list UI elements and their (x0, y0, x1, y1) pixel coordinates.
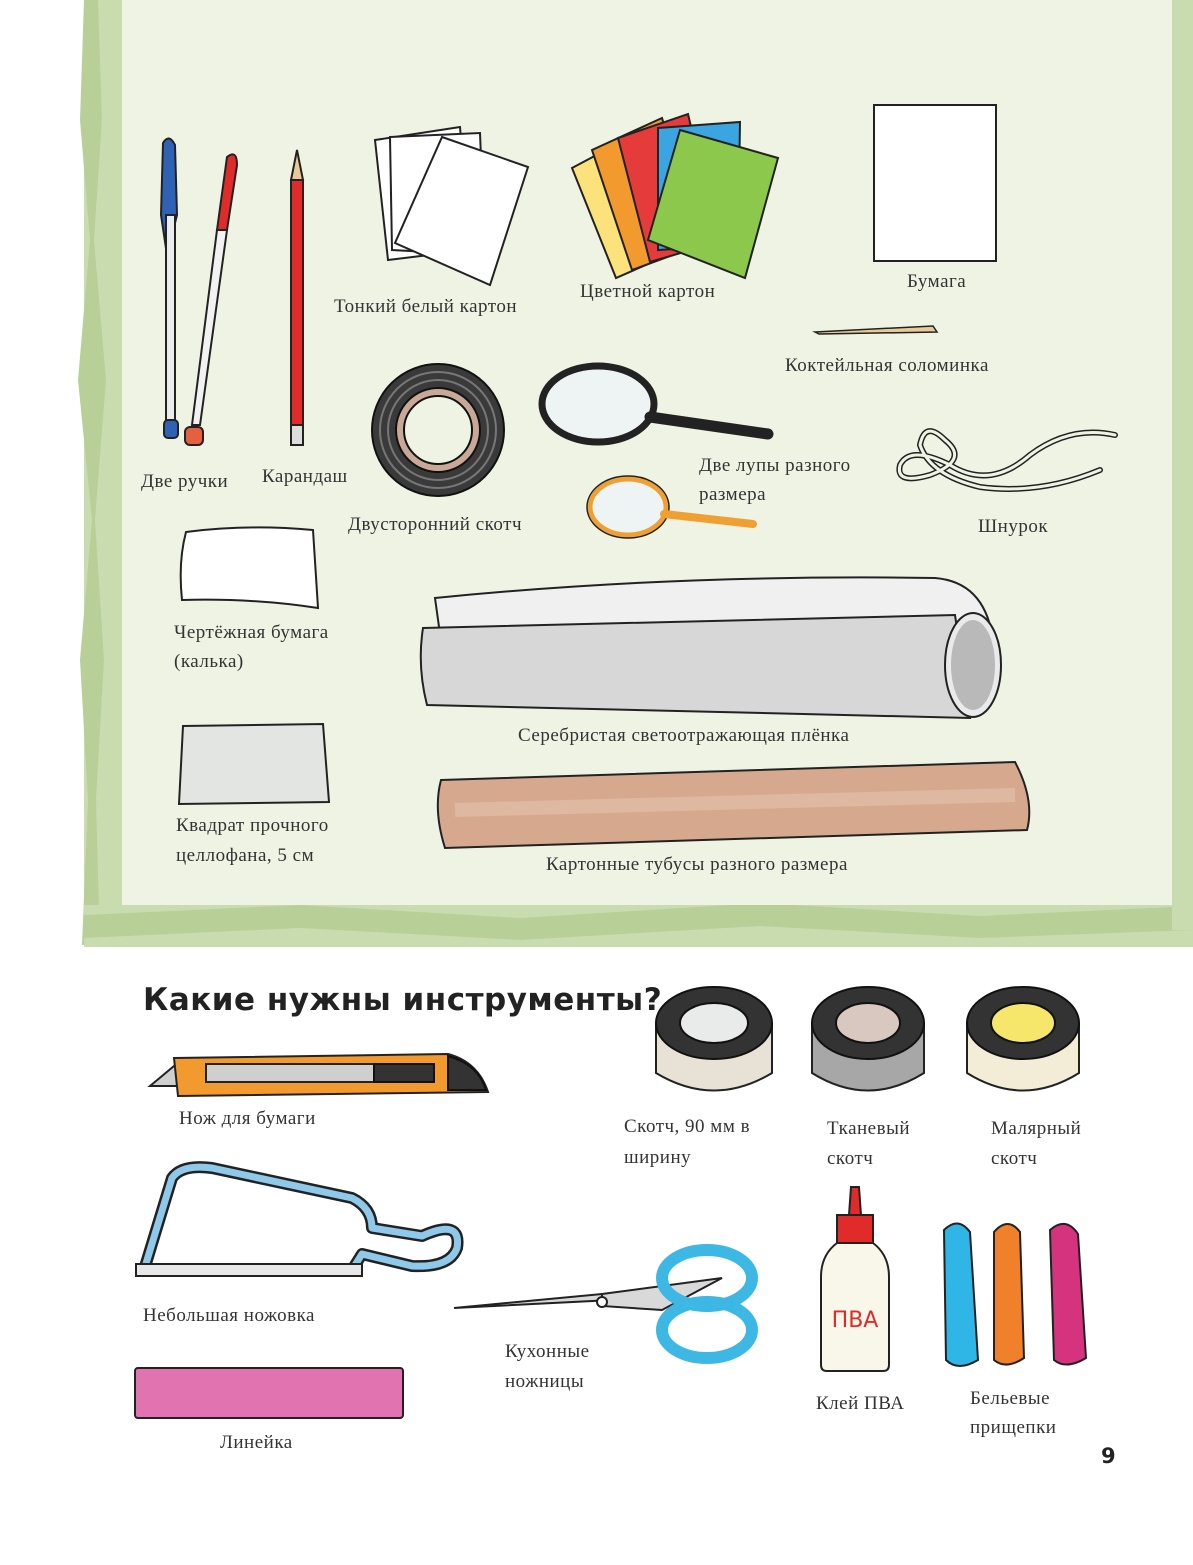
tools-heading: Какие нужны инструменты? (143, 982, 663, 1018)
glue-bottle-text: ПВА (831, 1308, 879, 1333)
hacksaw-illustration (132, 1158, 472, 1288)
straw-label: Коктейльная соломинка (785, 355, 989, 376)
hacksaw-label: Небольшая ножовка (143, 1305, 315, 1326)
masking-tape-label-line2: скотч (991, 1148, 1038, 1169)
double-tape-illustration (370, 360, 510, 500)
scissors-label-line2: ножницы (505, 1371, 585, 1392)
scissors-label-line1: Кухонные (505, 1341, 590, 1362)
tracing-label-line2: (калька) (174, 651, 244, 672)
colored-card-label: Цветной картон (580, 281, 716, 302)
tracing-paper-illustration (178, 522, 323, 612)
pens-illustration (145, 135, 245, 455)
scissors-illustration (452, 1238, 762, 1368)
clothes-pegs-illustration (938, 1220, 1098, 1370)
tracing-label-line1: Чертёжная бумага (174, 622, 329, 643)
wide-tape-label-line2: ширину (624, 1147, 692, 1168)
masking-tape-label-line1: Малярный (991, 1118, 1082, 1139)
magnifiers-label-line2: размера (699, 484, 767, 505)
cloth-tape-label-line1: Тканевый (827, 1118, 911, 1139)
pens-label: Две ручки (141, 471, 229, 492)
glue-bottle-illustration (815, 1185, 895, 1375)
cellophane-label-line2: целлофана, 5 см (176, 845, 315, 866)
cloth-tape-illustration (808, 983, 928, 1098)
colored-card-illustration (570, 110, 790, 280)
glue-label: Клей ПВА (816, 1393, 905, 1414)
cloth-tape-label-line2: скотч (827, 1148, 874, 1169)
tubes-label: Картонные тубусы разного размера (546, 854, 848, 875)
pegs-label-line2: прищепки (970, 1417, 1057, 1438)
white-card-illustration (370, 125, 540, 295)
ruler-label: Линейка (220, 1432, 293, 1453)
masking-tape-illustration (963, 983, 1083, 1098)
wide-tape-label-line1: Скотч, 90 мм в (624, 1116, 751, 1137)
silver-film-illustration (415, 570, 1015, 730)
paper-illustration (872, 103, 1002, 263)
cardboard-tube-illustration (435, 760, 1035, 850)
paper-label: Бумага (907, 271, 967, 292)
magnifiers-label-line1: Две лупы разного (699, 455, 851, 476)
cellophane-label-line1: Квадрат прочного (176, 815, 329, 836)
knife-label: Нож для бумаги (179, 1108, 316, 1129)
straw-illustration (813, 324, 943, 338)
wide-tape-illustration (652, 983, 777, 1098)
knife-illustration (148, 1052, 493, 1102)
pegs-label-line1: Бельевые (970, 1388, 1051, 1409)
ruler-illustration (133, 1366, 405, 1421)
double-tape-label: Двусторонний скотч (348, 514, 522, 535)
pencil-label: Карандаш (262, 466, 348, 487)
pencil-illustration (287, 150, 307, 450)
silver-film-label: Серебристая светоотражающая плёнка (518, 725, 850, 746)
cellophane-illustration (177, 722, 332, 807)
white-card-label: Тонкий белый картон (334, 296, 518, 317)
lace-label: Шнурок (978, 516, 1049, 537)
page-number: 9 (1101, 1444, 1116, 1468)
lace-illustration (890, 415, 1120, 505)
